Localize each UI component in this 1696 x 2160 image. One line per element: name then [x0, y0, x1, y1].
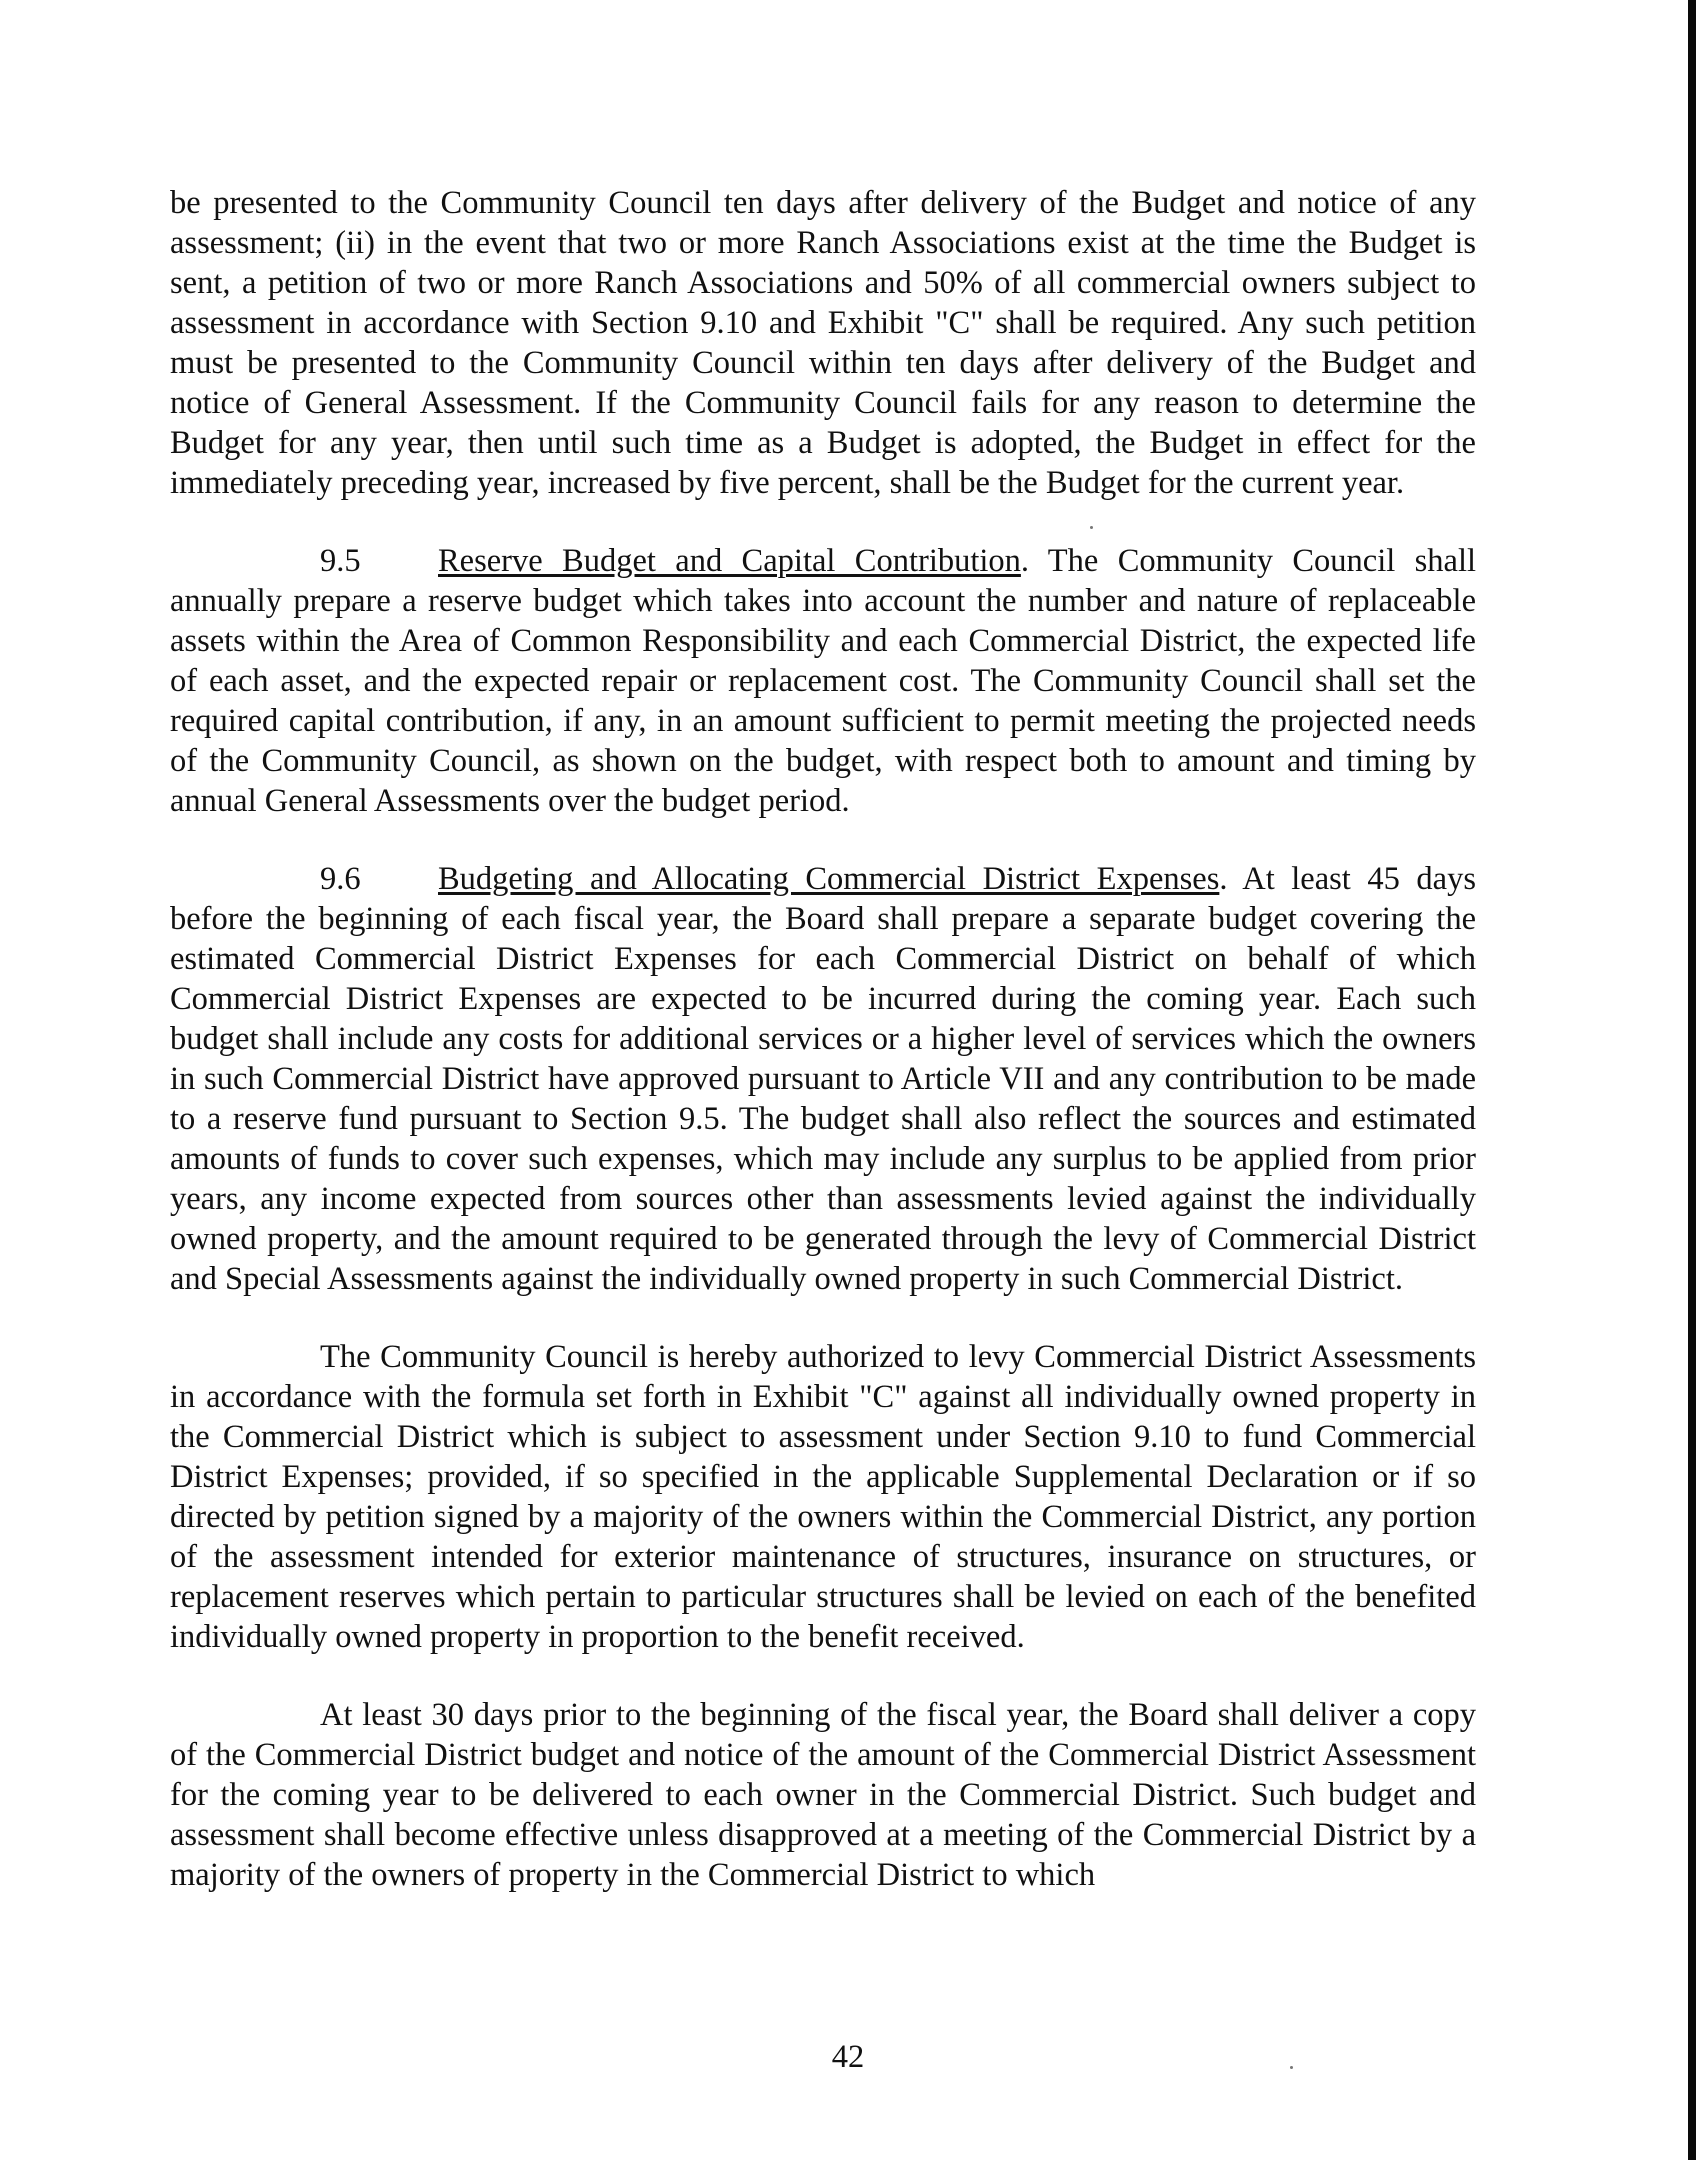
section-body: . The Community Council shall annually prepare a reserve budget which takes into account the number and nature of replaceable assets within the Area of Common Responsibility and each Commercial District, the expected life of each asset, and the expected repair or replacement cost. The Community Council shall set the required capital contribution, if any, in an amount sufficient to permit meeting the projected needs of the Community Council, as shown on the budget, with respect both to amount and timing by annual General Assessments over the budget period. [170, 543, 1476, 819]
page-body [170, 183, 1476, 1933]
page-number: 42 [831, 2039, 865, 2075]
section-title: Reserve Budget and Capital Contribution [438, 543, 1021, 579]
scan-edge-shadow [1688, 0, 1696, 2160]
section-body: . At least 45 days before the beginning of each fiscal year, the Board shall prepare a separate budget covering the estimated Commercial District Expenses for each Commercial District on behalf of which Commercial District Expenses are expected to be incurred during the coming year. Each such budget shall include any costs for additional services or a higher level of services which the owners in such Commercial District have approved pursuant to Article VII and any contribution to be made to a reserve fund pursuant to Section 9.5. The budget shall also reflect the sources and estimated amounts of funds to cover such expenses, which may include any surplus to be applied from prior years, any income expected from sources other than assessments levied against the individually owned property, and the amount required to be generated through the levy of Commercial District and Special Assessments against the individually owned property in such Commercial District. [170, 861, 1476, 1297]
section-9-5 [170, 541, 1476, 821]
section-number: 9.5 [320, 543, 361, 579]
paragraph-assessment-levy: The Community Council is hereby authorized to levy Commercial District Assessments in accordance with the formula set forth in Exhibit "C" against all individually owned property in the Commercial District which is subject to assessment under Section 9.10 to fund Commercial District Expenses; provided, if so specified in the applicable Supplemental Declaration or if so directed by petition signed by a majority of the owners within the Commercial District, any portion of the assessment intended for exterior maintenance of structures, insurance on structures, or replacement reserves which pertain to particular structures shall be levied on each of the benefited individually owned property in proportion to the benefit received. [170, 1339, 1476, 1655]
paragraph-budget-delivery: At least 30 days prior to the beginning of the fiscal year, the Board shall deliver a copy of the Commercial District budget and notice of the amount of the Commercial District Assessment for the coming year to be delivered to each owner in the Commercial District. Such budget and assessment shall become effective unless disapproved at a meeting of the Commercial District by a majority of the owners of property in the Commercial District to which [170, 1697, 1476, 1893]
paragraph-continuation: be presented to the Community Council ten days after delivery of the Budget and notice of any assessment; (ii) in the event that two or more Ranch Associations exist at the time the Budget is sent, a petition of two or more Ranch Associations and 50% of all commercial owners subject to assessment in accordance with Section 9.10 and Exhibit "C" shall be required. Any such petition must be presented to the Community Council within ten days after delivery of the Budget and notice of General Assessment. If the Community Council fails for any reason to determine the Budget for any year, then until such time as a Budget is adopted, the Budget in effect for the immediately preceding year, increased by five percent, shall be the Budget for the current year. [170, 185, 1476, 501]
section-number: 9.6 [320, 861, 361, 897]
section-title: Budgeting and Allocating Commercial District Expenses [438, 861, 1220, 897]
section-9-6 [170, 859, 1476, 1299]
